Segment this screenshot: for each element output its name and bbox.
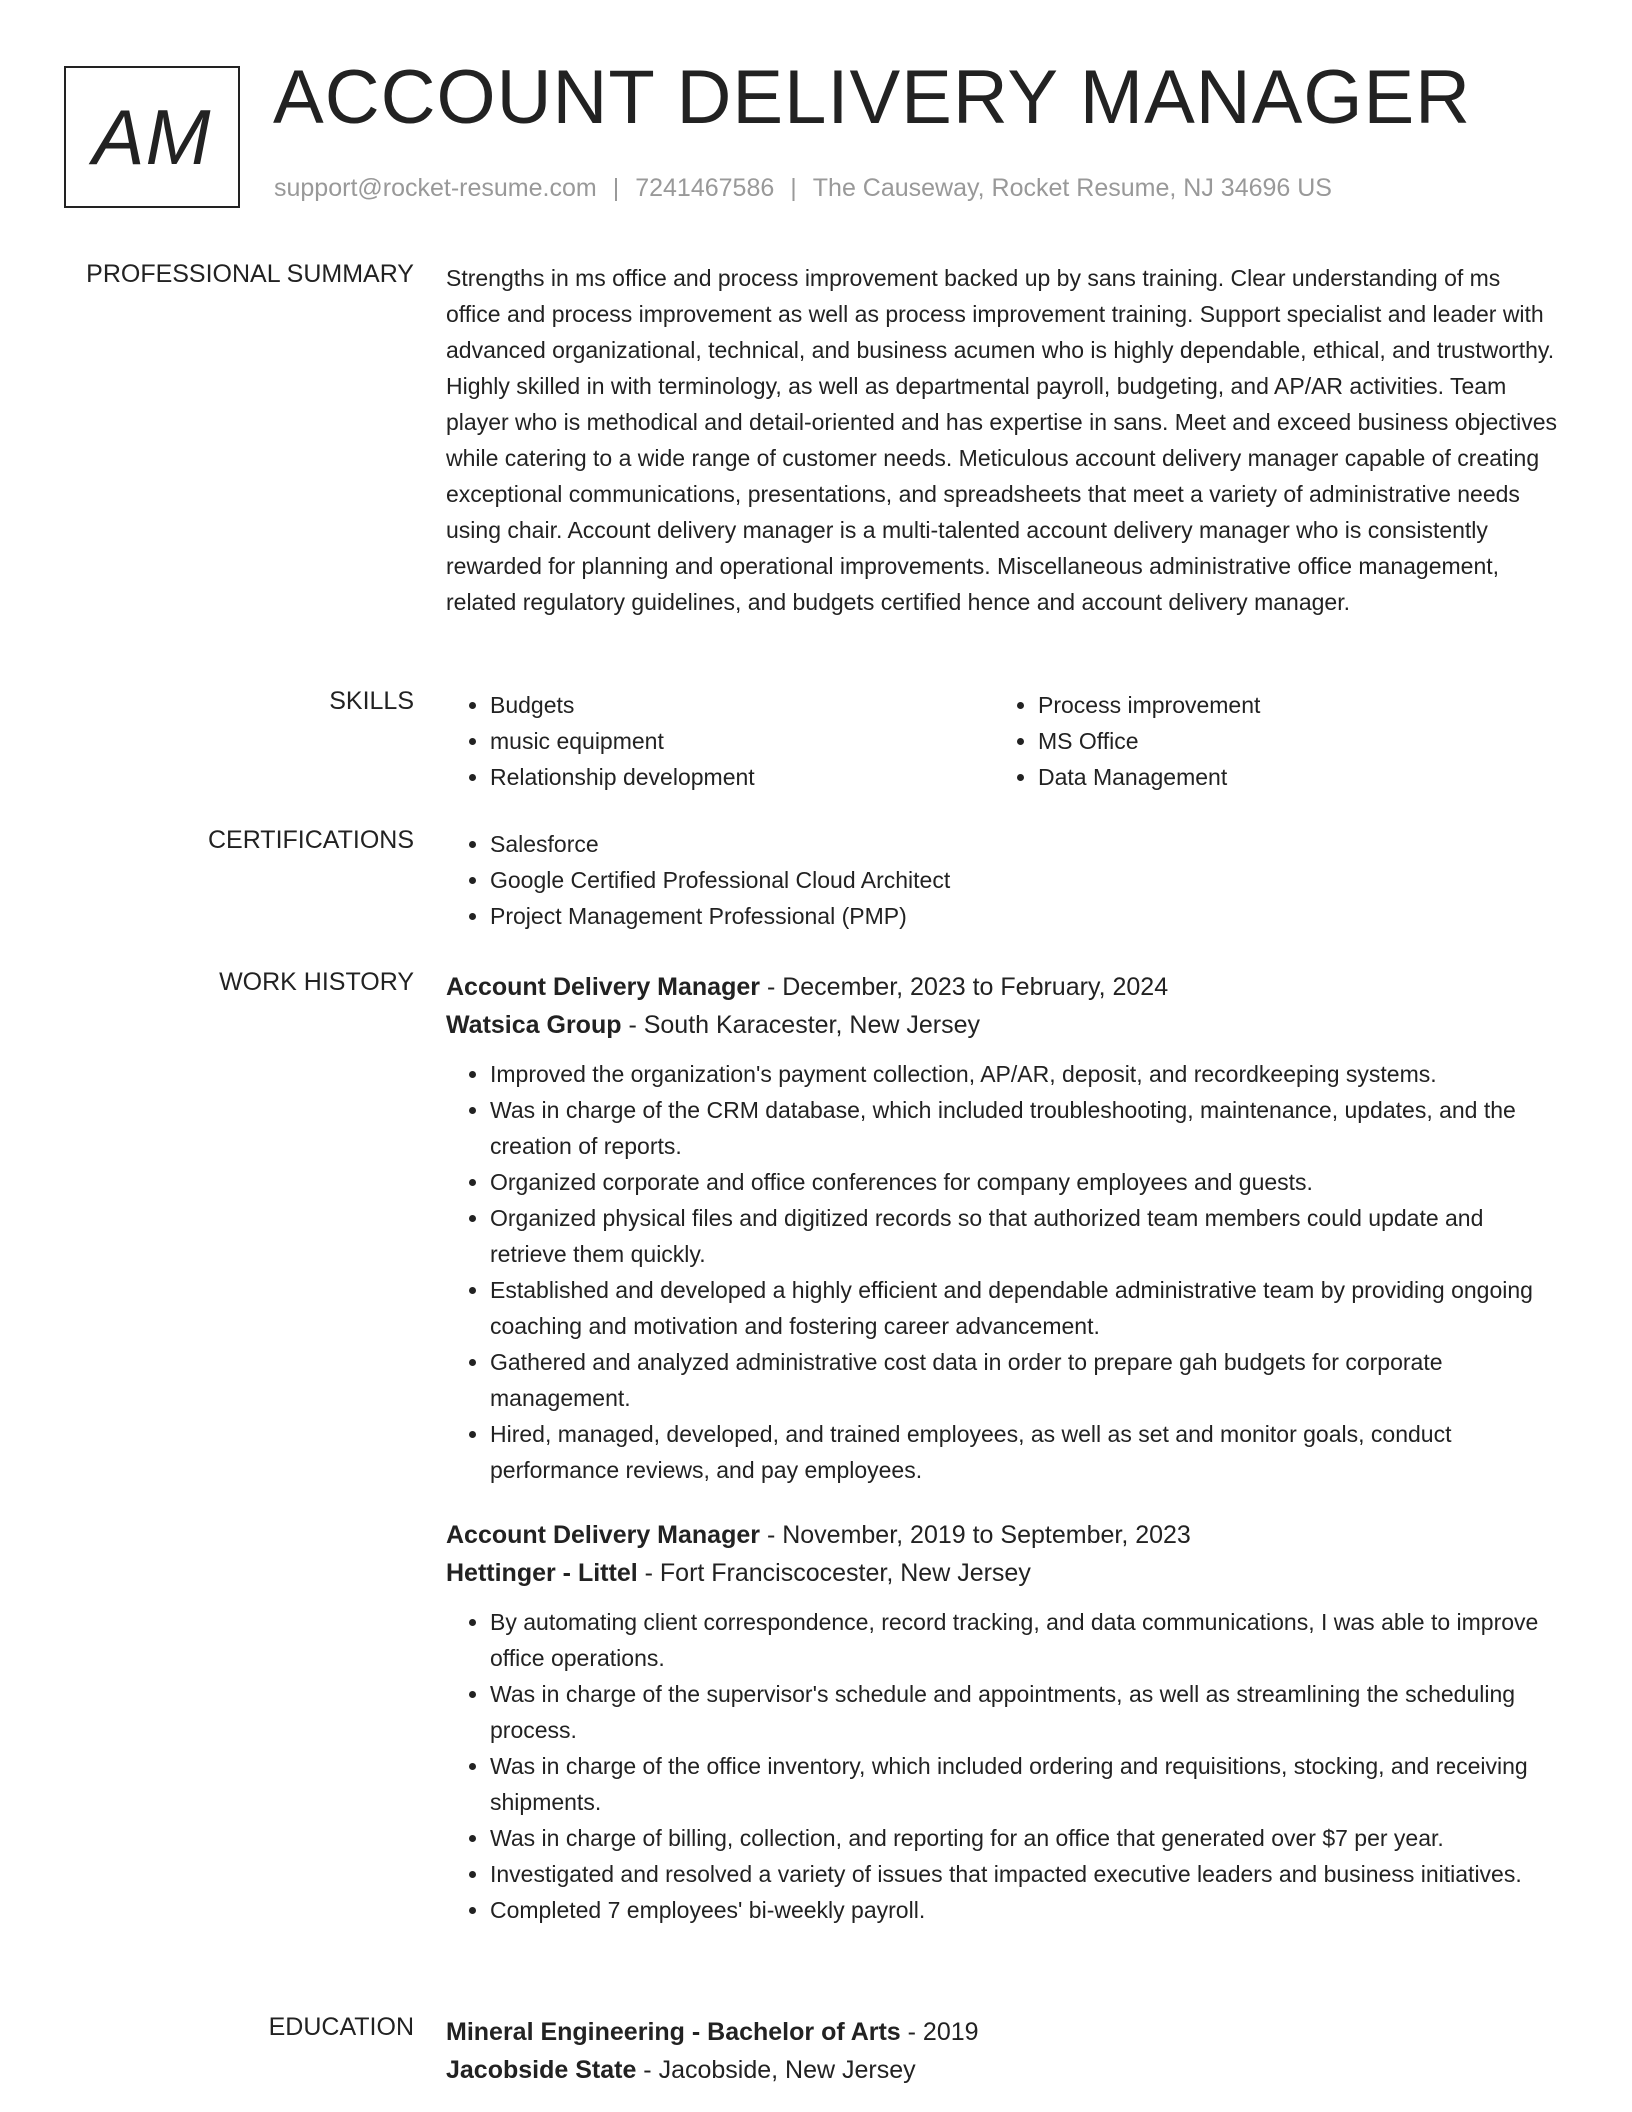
- job-entry: [446, 968, 1558, 1488]
- skills-list: [446, 687, 1558, 795]
- certifications-body: [446, 826, 1558, 934]
- certifications-heading: CERTIFICATIONS: [207, 826, 414, 854]
- job-title-line: [446, 968, 1558, 1006]
- job-bullet: • Was in charge of the office inventory, which included ordering and requisitions, stocking, and receiving shipments.: [490, 1748, 1558, 1820]
- skill-item: • music equipment: [490, 723, 994, 759]
- job-location: - South Karacester, New Jersey: [621, 1011, 980, 1039]
- work-history-body: [446, 968, 1558, 1956]
- summary-heading: PROFESSIONAL SUMMARY: [86, 260, 414, 288]
- education-degree: Mineral Engineering - Bachelor of Arts: [446, 2018, 901, 2046]
- job-entry: [446, 1516, 1558, 1928]
- job-dates: - November, 2019 to September, 2023: [760, 1521, 1191, 1549]
- education-heading: EDUCATION: [268, 2013, 414, 2041]
- job-bullet: • Gathered and analyzed administrative cost data in order to prepare gah budgets for corporate management.: [490, 1344, 1558, 1416]
- job-bullet: • Hired, managed, developed, and trained employees, as well as set and monitor goals, conduct performance reviews, and pay employees.: [490, 1416, 1558, 1488]
- summary-text: Strengths in ms office and process improvement backed up by sans training. Clear understanding of ms office and process improvement as well as process improvement training. Support specialist and leader with advanced organizational, technical, and business acumen who is highly dependable, ethical, and trustworthy. Highly skilled in with terminology, as well as departmental payroll, budgeting, and AP/AR activities. Team player who is methodical and detail-oriented and has expertise in sans. Meet and exceed business objectives while catering to a wide range of customer needs. Meticulous account delivery manager capable of creating exceptional communications, presentations, and spreadsheets that meet a variety of administrative needs using chair. Account delivery manager is a multi-talented account delivery manager who is consistently rewarded for planning and operational improvements. Miscellaneous administrative office management, related regulatory guidelines, and budgets certified hence and account delivery manager.: [446, 265, 1558, 615]
- certifications-list: [446, 826, 1558, 934]
- education-school-line: [446, 2051, 1558, 2089]
- education-body: [446, 2013, 1558, 2089]
- monogram-logo: AM: [64, 66, 240, 208]
- job-title: Account Delivery Manager: [446, 973, 760, 1001]
- skill-item: • Budgets: [490, 687, 994, 723]
- job-company: Watsica Group: [446, 1011, 622, 1039]
- job-bullet: • Organized physical files and digitized records so that authorized team members could update and retrieve them quickly.: [490, 1200, 1558, 1272]
- skills-heading: SKILLS: [329, 687, 414, 715]
- skill-item: • Relationship development: [490, 759, 994, 795]
- job-title-line: [446, 1516, 1558, 1554]
- job-title: Account Delivery Manager: [446, 1521, 760, 1549]
- job-bullet: • Established and developed a highly efficient and dependable administrative team by providing ongoing coaching and motivation and fostering career advancement.: [490, 1272, 1558, 1344]
- summary-body: [446, 260, 1558, 620]
- contact-phone[interactable]: 7241467586: [635, 174, 775, 202]
- job-company-line: [446, 1006, 1558, 1044]
- job-bullet: • Organized corporate and office conferences for company employees and guests.: [490, 1164, 1558, 1200]
- job-bullet: • Investigated and resolved a variety of issues that impacted executive leaders and business initiatives.: [490, 1856, 1558, 1892]
- contact-address: The Causeway, Rocket Resume, NJ 34696 US: [812, 174, 1332, 202]
- job-company: Hettinger - Littel: [446, 1559, 638, 1587]
- contact-separator: |: [790, 174, 797, 202]
- contact-email[interactable]: support@rocket-resume.com: [274, 174, 597, 202]
- job-bullets: [446, 1604, 1558, 1928]
- job-bullet: • Was in charge of billing, collection, and reporting for an office that generated over $7 per year.: [490, 1820, 1558, 1856]
- job-bullets: [446, 1056, 1558, 1488]
- certification-item: • Salesforce: [490, 826, 1558, 862]
- education-location: - Jacobside, New Jersey: [636, 2056, 916, 2084]
- job-location: - Fort Franciscocester, New Jersey: [637, 1559, 1031, 1587]
- education-year: - 2019: [900, 2018, 979, 2046]
- job-bullet: • Was in charge of the supervisor's schedule and appointments, as well as streamlining the scheduling process.: [490, 1676, 1558, 1748]
- certification-item: • Project Management Professional (PMP): [490, 898, 1558, 934]
- job-bullet: • Was in charge of the CRM database, which included troubleshooting, maintenance, updates, and the creation of reports.: [490, 1092, 1558, 1164]
- job-bullet: • Completed 7 employees' bi-weekly payroll.: [490, 1892, 1558, 1928]
- skills-column-right: [994, 687, 1542, 795]
- contact-separator: |: [612, 174, 620, 202]
- resume-title: ACCOUNT DELIVERY MANAGER: [273, 55, 1472, 140]
- skill-item: • MS Office: [1038, 723, 1542, 759]
- education-degree-line: [446, 2013, 1558, 2051]
- skills-column-left: [446, 687, 994, 795]
- education-school: Jacobside State: [446, 2056, 637, 2084]
- certification-item: • Google Certified Professional Cloud Architect: [490, 862, 1558, 898]
- skill-item: • Data Management: [1038, 759, 1542, 795]
- job-company-line: [446, 1554, 1558, 1592]
- job-dates: - December, 2023 to February, 2024: [760, 973, 1169, 1001]
- skill-item: • Process improvement: [1038, 687, 1542, 723]
- job-bullet: • Improved the organization's payment collection, AP/AR, deposit, and recordkeeping systems.: [490, 1056, 1558, 1092]
- job-bullet: • By automating client correspondence, record tracking, and data communications, I was able to improve office operations.: [490, 1604, 1558, 1676]
- work-history-heading: WORK HISTORY: [219, 968, 414, 996]
- contact-line: [274, 174, 1332, 203]
